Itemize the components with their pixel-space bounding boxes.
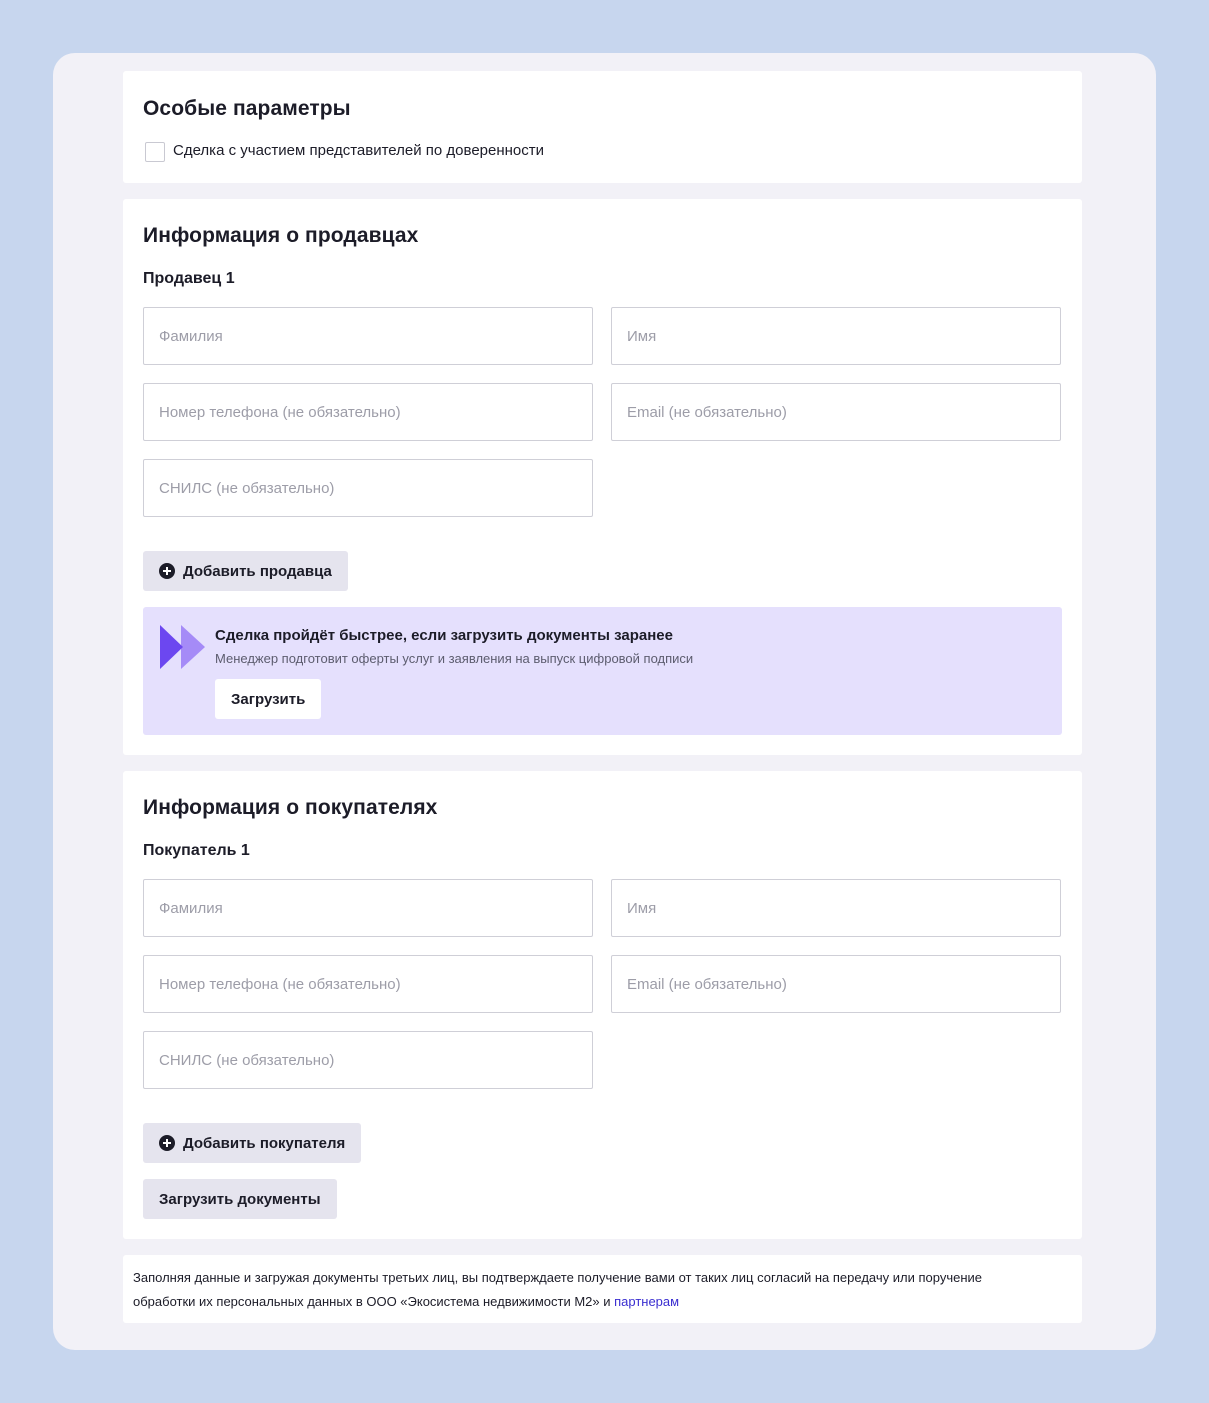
seller-phone-input[interactable] <box>143 383 593 441</box>
plus-circle-icon <box>159 1135 175 1151</box>
buyer-email-input[interactable] <box>611 955 1061 1013</box>
consent-notice-card <box>123 1255 1082 1323</box>
buyer-phone-input[interactable] <box>143 955 593 1013</box>
sellers-card <box>123 199 1082 755</box>
buyer-1-label: Покупатель 1 <box>143 842 250 859</box>
seller-snils-input[interactable] <box>143 459 593 517</box>
upload-button[interactable]: Загрузить <box>215 679 321 719</box>
add-seller-label: Добавить продавца <box>183 562 332 580</box>
proxy-representatives-checkbox[interactable] <box>145 142 165 162</box>
buyers-title: Информация о покупателях <box>143 796 438 819</box>
sellers-title: Информация о продавцах <box>143 224 419 247</box>
proxy-representatives-label[interactable]: Сделка с участием представителей по доверенности <box>173 142 545 159</box>
consent-text-line2: обработки их персональных данных в ООО «Экосистема недвижимости М2» и <box>133 1294 615 1309</box>
buyers-card <box>123 771 1082 1239</box>
buyer-snils-input[interactable] <box>143 1031 593 1089</box>
consent-notice <box>133 1266 1063 1314</box>
plus-circle-icon <box>159 563 175 579</box>
seller-last-name-input[interactable] <box>143 307 593 365</box>
double-arrow-icon <box>160 625 206 669</box>
banner-title: Сделка пройдёт быстрее, если загрузить документы заранее <box>215 627 673 644</box>
add-buyer-button[interactable] <box>143 1123 361 1163</box>
special-params-title: Особые параметры <box>143 97 351 120</box>
consent-text-line1: Заполняя данные и загружая документы третьих лиц, вы подтверждаете получение вами от таких лиц согласий на передачу или поручение <box>133 1270 982 1285</box>
add-buyer-label: Добавить покупателя <box>183 1134 346 1152</box>
seller-email-input[interactable] <box>611 383 1061 441</box>
buyer-first-name-input[interactable] <box>611 879 1061 937</box>
upload-docs-banner <box>143 607 1062 735</box>
banner-subtitle: Менеджер подготовит оферты услуг и заявления на выпуск цифровой подписи <box>215 651 694 666</box>
buyer-last-name-input[interactable] <box>143 879 593 937</box>
partners-link[interactable]: партнерам <box>614 1294 680 1309</box>
special-params-card <box>123 71 1082 183</box>
add-seller-button[interactable] <box>143 551 348 591</box>
seller-1-label: Продавец 1 <box>143 270 235 287</box>
seller-first-name-input[interactable] <box>611 307 1061 365</box>
upload-documents-button[interactable]: Загрузить документы <box>143 1179 337 1219</box>
